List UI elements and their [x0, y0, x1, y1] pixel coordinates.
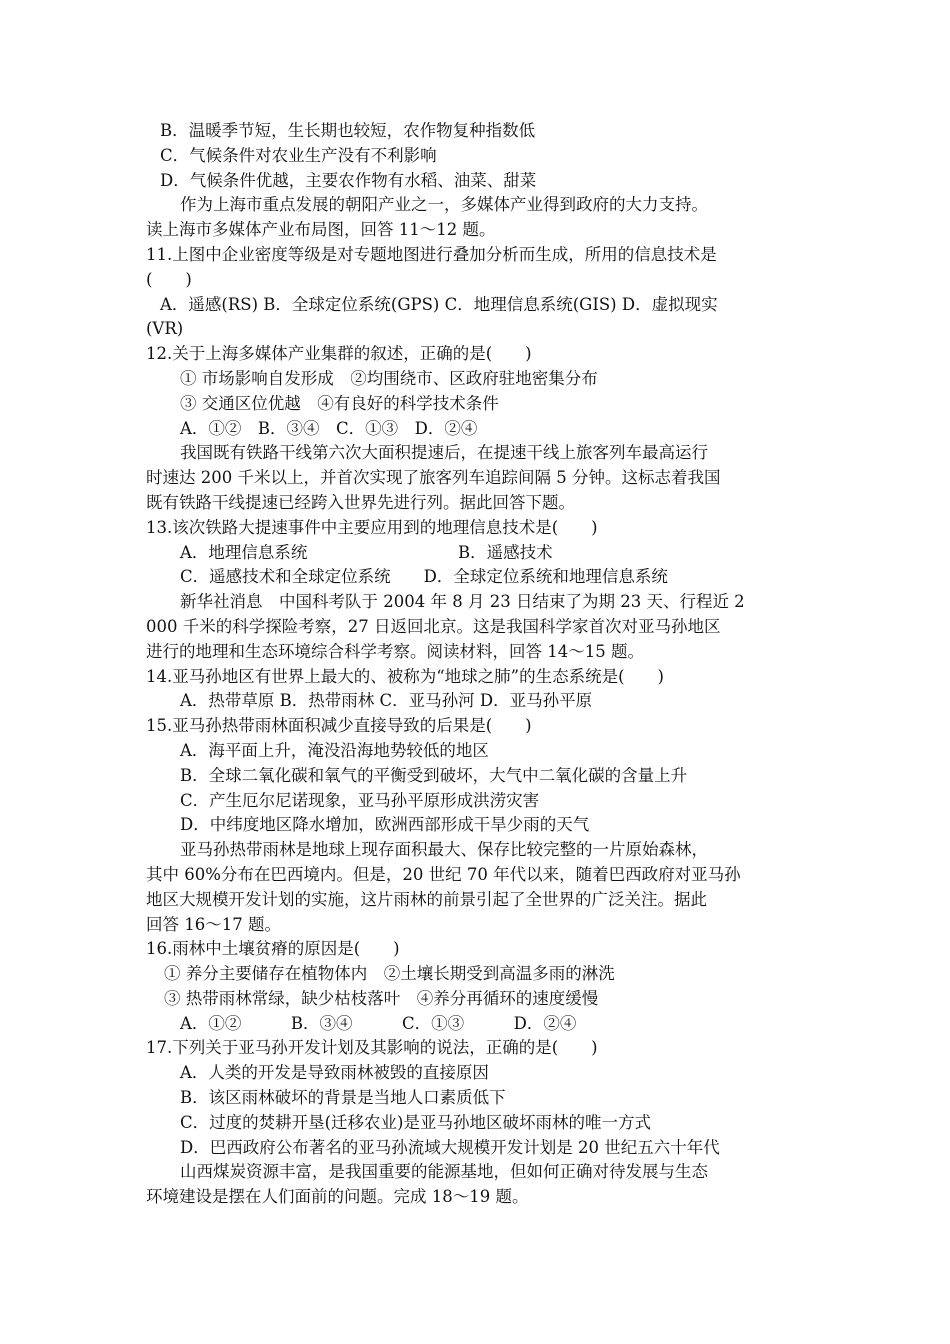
text-line-content: D．气候条件优越，主要农作物有水稻、油菜、甜菜 — [160, 170, 537, 190]
text-line-content: 其中 60%分布在巴西境内。但是，20 世纪 70 年代以来，随着巴西政府对亚马孙 — [146, 864, 741, 884]
text-line — [146, 342, 810, 367]
text-line-content: A．人类的开发是导致雨林被毁的直接原因 — [180, 1063, 489, 1083]
text-line — [146, 243, 810, 268]
text-line — [146, 119, 810, 144]
text-line — [146, 466, 810, 491]
text-line-second-column: B．遥感技术 — [458, 542, 553, 562]
text-line — [146, 1160, 810, 1185]
text-line-content: B．全球二氧化碳和氧气的平衡受到破坏，大气中二氧化碳的含量上升 — [180, 765, 688, 785]
text-line-content: ③ 热带雨林常绿，缺少枯枝落叶 ④养分再循环的速度缓慢 — [164, 988, 599, 1008]
text-line-content: C．产生厄尔尼诺现象，亚马孙平原形成洪涝灾害 — [180, 790, 540, 810]
text-line-content: A．①② B．③④ C．①③ D．②④ — [180, 1013, 577, 1033]
text-line — [146, 1061, 810, 1086]
text-line-content: 14.亚马孙地区有世界上最大的、被称为“地球之肺”的生态系统是( ) — [146, 666, 664, 686]
text-line-content: C．遥感技术和全球定位系统 D．全球定位系统和地理信息系统 — [180, 567, 668, 587]
text-line — [146, 516, 810, 541]
text-line-content: 新华社消息 中国科考队于 2004 年 8 月 23 日结束了为期 23 天、行程近 2 — [180, 592, 745, 612]
text-line — [146, 913, 810, 938]
text-line-content: 17.下列关于亚马孙开发计划及其影响的说法，正确的是( ) — [146, 1038, 598, 1058]
text-line — [146, 962, 810, 987]
text-line-content: C．过度的焚耕开垦(迁移农业)是亚马孙地区破坏雨林的唯一方式 — [180, 1112, 651, 1132]
text-line — [146, 169, 810, 194]
text-line-content: 回答 16～17 题。 — [146, 914, 281, 934]
text-line-content: ① 养分主要储存在植物体内 ②土壤长期受到高温多雨的淋洗 — [164, 964, 615, 984]
text-line-content: 环境建设是摆在人们面前的问题。完成 18～19 题。 — [146, 1187, 529, 1207]
text-line-content: 既有铁路干线提速已经跨入世界先进行列。据此回答下题。 — [146, 492, 575, 512]
text-line-content: 地区大规模开发计划的实施，这片雨林的前景引起了全世界的广泛关注。据此 — [146, 889, 707, 909]
text-line — [146, 144, 810, 169]
text-line — [146, 367, 810, 392]
text-line-content: B．该区雨林破坏的背景是当地人口素质低下 — [180, 1088, 506, 1108]
text-line — [146, 1012, 810, 1037]
text-line — [146, 937, 810, 962]
text-line — [146, 1185, 810, 1210]
text-line — [146, 665, 810, 690]
text-line — [146, 714, 810, 739]
text-line — [146, 615, 810, 640]
text-line-content: 读上海市多媒体产业布局图，回答 11～12 题。 — [146, 220, 496, 240]
text-line — [146, 268, 810, 293]
text-line — [146, 441, 810, 466]
text-line-content: ③ 交通区位优越 ④有良好的科学技术条件 — [180, 393, 499, 413]
text-line-content: ① 市场影响自发形成 ②均围绕市、区政府驻地密集分布 — [180, 368, 598, 388]
text-line-content: 15.亚马孙热带雨林面积减少直接导致的后果是( ) — [146, 716, 532, 736]
text-line — [146, 764, 810, 789]
text-line-content: 进行的地理和生态环境综合科学考察。阅读材料，回答 14～15 题。 — [146, 641, 644, 661]
text-line — [146, 193, 810, 218]
text-line-content: A．地理信息系统 — [180, 542, 308, 562]
text-line-content: 12.关于上海多媒体产业集群的叙述，正确的是( ) — [146, 344, 532, 364]
text-line-content: A．海平面上升，淹没沿海地势较低的地区 — [180, 740, 489, 760]
text-line — [146, 1111, 810, 1136]
text-line — [146, 689, 810, 714]
text-line-content: D．巴西政府公布著名的亚马孙流域大规模开发计划是 20 世纪五六十年代 — [180, 1137, 720, 1157]
text-line — [146, 293, 810, 318]
text-line — [146, 987, 810, 1012]
text-line — [146, 392, 810, 417]
text-line-content: 山西煤炭资源丰富，是我国重要的能源基地，但如何正确对待发展与生态 — [180, 1162, 708, 1182]
text-line — [146, 888, 810, 913]
text-line-content: 我国既有铁路干线第六次大面积提速后，在提速干线上旅客列车最高运行 — [180, 443, 708, 463]
text-line-content: (VR) — [146, 319, 184, 339]
text-line — [146, 417, 810, 442]
text-line — [146, 317, 810, 342]
exam-text-body — [146, 119, 810, 1210]
text-line-content: 16.雨林中土壤贫瘠的原因是( ) — [146, 939, 400, 959]
text-line-content: A．①② B．③④ C．①③ D．②④ — [180, 418, 478, 438]
text-line — [146, 863, 810, 888]
text-line — [146, 640, 810, 665]
text-line-content: 11.上图中企业密度等级是对专题地图进行叠加分析而生成，所用的信息技术是 — [146, 244, 717, 264]
text-line — [146, 218, 810, 243]
text-line-content: ( ) — [146, 269, 192, 289]
text-line — [146, 565, 810, 590]
text-line-content: A．热带草原 B．热带雨林 C．亚马孙河 D．亚马孙平原 — [180, 691, 593, 711]
text-line-content: C．气候条件对农业生产没有不利影响 — [160, 145, 437, 165]
text-line-content: 13.该次铁路大提速事件中主要应用到的地理信息技术是( ) — [146, 517, 598, 537]
text-line-content: B．温暖季节短，生长期也较短，农作物复种指数低 — [160, 121, 536, 140]
text-line-content: 作为上海市重点发展的朝阳产业之一，多媒体产业得到政府的大力支持。 — [180, 195, 708, 215]
text-line-content: D．中纬度地区降水增加，欧洲西部形成干旱少雨的天气 — [180, 815, 590, 835]
text-line — [146, 813, 810, 838]
text-line-content: A．遥感(RS) B．全球定位系统(GPS) C．地理信息系统(GIS) D．虚拟现实 — [160, 294, 718, 314]
text-line — [146, 491, 810, 516]
text-line — [146, 1086, 810, 1111]
text-line — [146, 1136, 810, 1161]
text-line — [146, 789, 810, 814]
text-line — [146, 739, 810, 764]
text-line-content: 000 千米的科学探险考察，27 日返回北京。这是我国科学家首次对亚马孙地区 — [146, 616, 721, 636]
text-line — [146, 1036, 810, 1061]
text-line-content: 时速达 200 千米以上，并首次实现了旅客列车追踪间隔 5 分钟。这标志着我国 — [146, 468, 721, 488]
text-line — [146, 590, 810, 615]
text-line-content: 亚马孙热带雨林是地球上现存面积最大、保存比较完整的一片原始森林， — [180, 840, 708, 860]
text-line — [146, 838, 810, 863]
text-line — [146, 541, 810, 566]
